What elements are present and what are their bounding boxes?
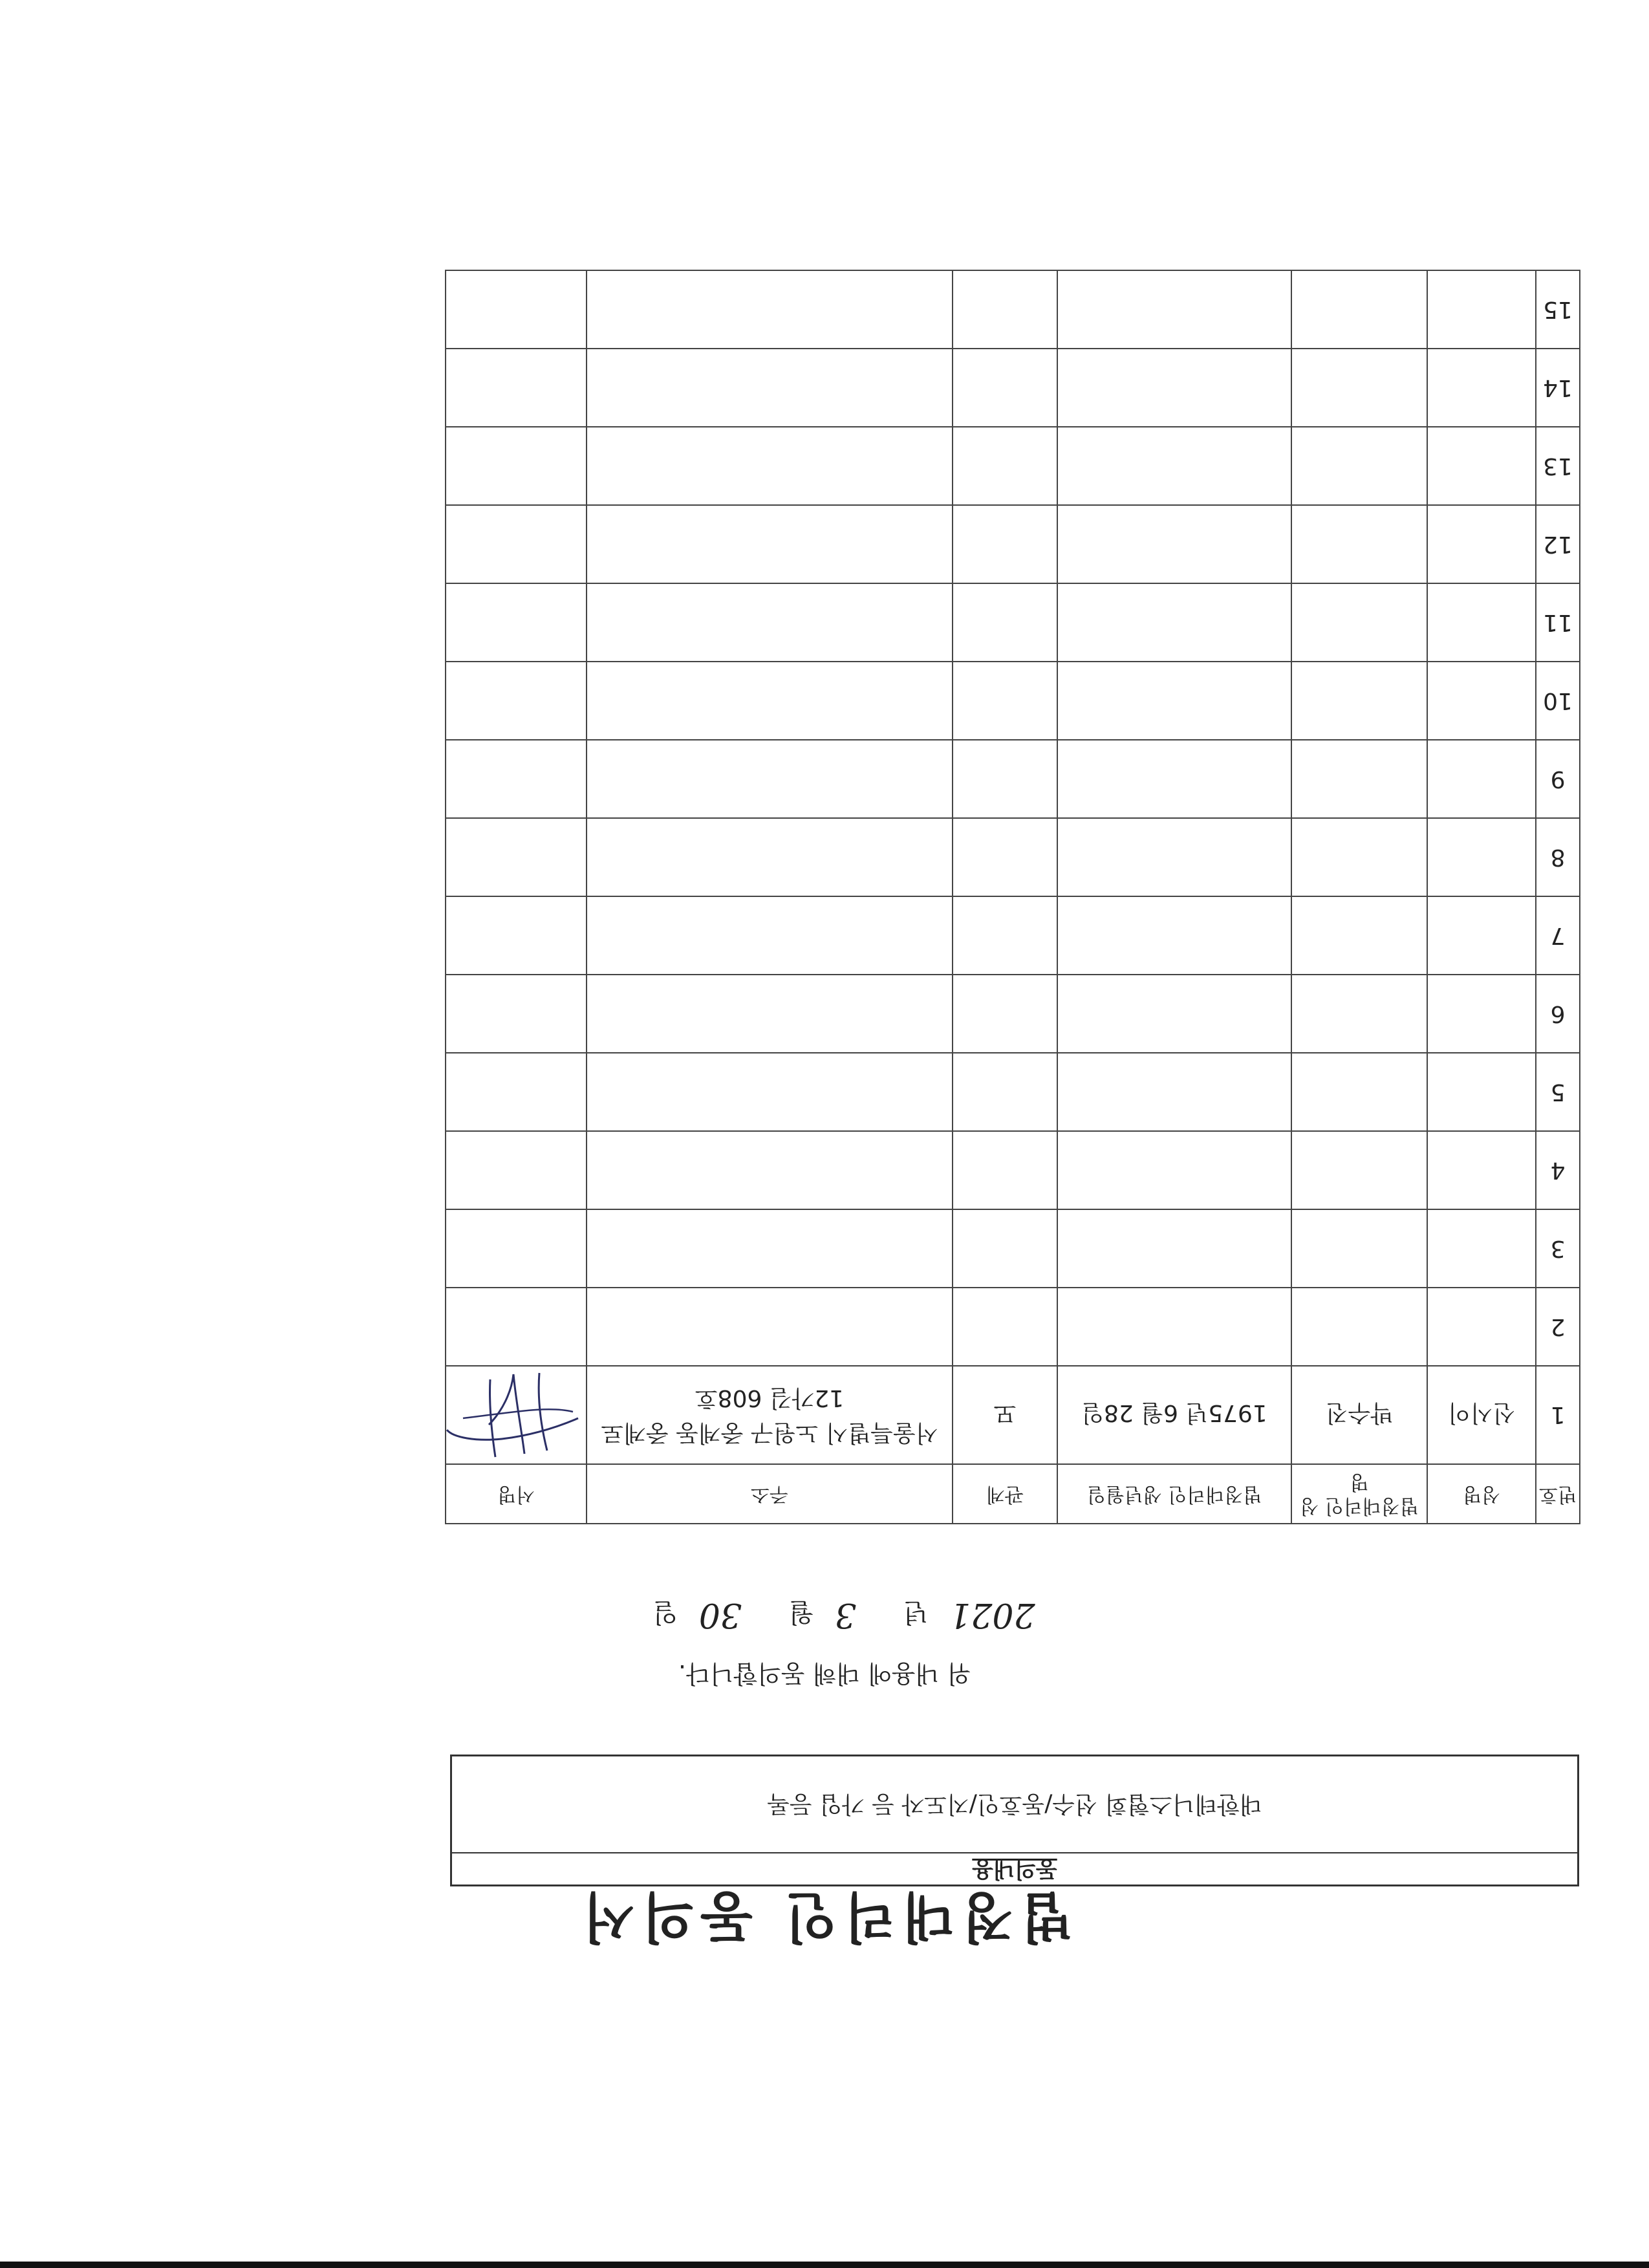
table-row: [446, 583, 1580, 662]
row-name: [1427, 583, 1536, 662]
row-signature: [446, 818, 587, 896]
row-address: [587, 427, 953, 505]
agree-statement: 위 내용에 대해 동의합니다.: [678, 1659, 971, 1688]
date-year: 2021: [949, 1595, 1035, 1634]
table-header-row: [446, 1464, 1580, 1524]
row-guardian-birth: [1057, 1209, 1291, 1288]
row-address: [587, 1131, 953, 1209]
row-signature: [446, 427, 587, 505]
row-name: [1427, 1131, 1536, 1209]
row-relation: [953, 896, 1057, 975]
row-number: 1: [1536, 1366, 1580, 1464]
row-guardian-name: [1291, 1288, 1427, 1366]
row-guardian-birth: [1057, 740, 1291, 818]
row-name: [1427, 740, 1536, 818]
date-line: [0, 1595, 1649, 1634]
row-number: 9: [1536, 740, 1580, 818]
row-address: [587, 818, 953, 896]
row-number: 4: [1536, 1131, 1580, 1209]
row-guardian-name: [1291, 740, 1427, 818]
row-name: [1427, 427, 1536, 505]
row-relation: [953, 1053, 1057, 1131]
row-name: 신시이: [1427, 1366, 1536, 1464]
header-guardian-birth: 법정대리인 생년월일: [1057, 1464, 1291, 1524]
consent-heading: [452, 1852, 1577, 1885]
table-row: [446, 349, 1580, 427]
row-guardian-name: [1291, 975, 1427, 1053]
row-relation: [953, 349, 1057, 427]
header-number: 번호: [1536, 1464, 1580, 1524]
row-address: [587, 583, 953, 662]
row-guardian-name: [1291, 349, 1427, 427]
scan-edge: [0, 2262, 1649, 2268]
consent-text: 대한테니스협회 선수/동호인/지도자 등 가입 등록: [767, 1791, 1262, 1817]
row-signature: [446, 662, 587, 740]
row-relation: [953, 427, 1057, 505]
row-signature: [446, 896, 587, 975]
date-day-unit: 일: [652, 1597, 678, 1627]
consent-box: [450, 1755, 1579, 1886]
row-guardian-birth: [1057, 505, 1291, 583]
row-guardian-birth: [1057, 975, 1291, 1053]
row-number: 11: [1536, 583, 1580, 662]
row-relation: [953, 583, 1057, 662]
row-address: [587, 662, 953, 740]
row-name: [1427, 1209, 1536, 1288]
row-relation: [953, 818, 1057, 896]
row-number: 12: [1536, 505, 1580, 583]
row-guardian-birth: [1057, 583, 1291, 662]
row-guardian-birth: [1057, 662, 1291, 740]
header-address: 주소: [587, 1464, 953, 1524]
handwritten-signature: [446, 1366, 586, 1463]
row-signature: [446, 1053, 587, 1131]
row-signature: [446, 975, 587, 1053]
row-relation: [953, 975, 1057, 1053]
row-guardian-name: 박수진: [1291, 1366, 1427, 1464]
row-name: [1427, 818, 1536, 896]
row-guardian-birth: [1057, 270, 1291, 349]
row-signature: [446, 1209, 587, 1288]
row-number: 5: [1536, 1053, 1580, 1131]
table-row: [446, 818, 1580, 896]
row-guardian-birth: [1057, 1288, 1291, 1366]
row-guardian-name: [1291, 818, 1427, 896]
row-name: [1427, 1288, 1536, 1366]
row-name: [1427, 1053, 1536, 1131]
table-row: [446, 1131, 1580, 1209]
row-guardian-name: [1291, 896, 1427, 975]
row-signature: [446, 1366, 587, 1464]
row-guardian-birth: [1057, 1131, 1291, 1209]
row-guardian-name: [1291, 583, 1427, 662]
row-relation: 모: [953, 1366, 1057, 1464]
row-relation: [953, 1288, 1057, 1366]
row-signature: [446, 505, 587, 583]
table-row: [446, 1053, 1580, 1131]
row-address: [587, 349, 953, 427]
row-guardian-name: [1291, 505, 1427, 583]
row-guardian-name: [1291, 270, 1427, 349]
table-row: [446, 975, 1580, 1053]
row-address: [587, 1288, 953, 1366]
row-signature: [446, 1288, 587, 1366]
row-number: 3: [1536, 1209, 1580, 1288]
row-name: [1427, 270, 1536, 349]
row-guardian-name: [1291, 1053, 1427, 1131]
row-number: 13: [1536, 427, 1580, 505]
row-address: [587, 975, 953, 1053]
row-address: [587, 1209, 953, 1288]
date-month-unit: 월: [788, 1597, 814, 1627]
row-relation: [953, 662, 1057, 740]
row-signature: [446, 349, 587, 427]
table-row: [446, 1209, 1580, 1288]
row-guardian-birth: [1057, 896, 1291, 975]
row-relation: [953, 270, 1057, 349]
row-address: [587, 270, 953, 349]
row-signature: [446, 1131, 587, 1209]
table-row: [446, 740, 1580, 818]
date-day: 30: [698, 1595, 742, 1634]
row-address: [587, 505, 953, 583]
row-name: [1427, 975, 1536, 1053]
table-row: [446, 505, 1580, 583]
row-relation: [953, 505, 1057, 583]
row-signature: [446, 270, 587, 349]
row-number: 8: [1536, 818, 1580, 896]
row-name: [1427, 896, 1536, 975]
row-guardian-birth: [1057, 427, 1291, 505]
guardian-table: [445, 270, 1580, 1524]
row-relation: [953, 740, 1057, 818]
row-number: 7: [1536, 896, 1580, 975]
date-month: 3: [835, 1595, 857, 1634]
document-title: 법정대리인 동의서: [576, 1885, 1073, 1949]
row-guardian-name: [1291, 427, 1427, 505]
row-guardian-name: [1291, 1131, 1427, 1209]
row-guardian-birth: 1975년 6월 28일: [1057, 1366, 1291, 1464]
row-address: [587, 740, 953, 818]
row-address: [587, 896, 953, 975]
row-relation: [953, 1209, 1057, 1288]
table-row: [446, 662, 1580, 740]
row-name: [1427, 349, 1536, 427]
table-row: [446, 427, 1580, 505]
row-address: 서울특별시 노원구 중계동 중계로12가길 608호: [587, 1366, 953, 1464]
row-guardian-name: [1291, 1209, 1427, 1288]
header-relation: 관계: [953, 1464, 1057, 1524]
header-signature: 서명: [446, 1464, 587, 1524]
row-guardian-birth: [1057, 818, 1291, 896]
row-guardian-birth: [1057, 1053, 1291, 1131]
row-name: [1427, 505, 1536, 583]
row-name: [1427, 662, 1536, 740]
row-number: 14: [1536, 349, 1580, 427]
date-year-unit: 년: [903, 1597, 929, 1627]
row-signature: [446, 583, 587, 662]
row-number: 2: [1536, 1288, 1580, 1366]
row-signature: [446, 740, 587, 818]
table-row: [446, 1366, 1580, 1464]
header-name: 성명: [1427, 1464, 1536, 1524]
consent-heading-text: 동의내용: [972, 1856, 1057, 1882]
table-row: [446, 270, 1580, 349]
table-row: [446, 896, 1580, 975]
row-guardian-birth: [1057, 349, 1291, 427]
row-number: 6: [1536, 975, 1580, 1053]
row-relation: [953, 1131, 1057, 1209]
row-number: 10: [1536, 662, 1580, 740]
row-guardian-name: [1291, 662, 1427, 740]
table-row: [446, 1288, 1580, 1366]
header-guardian-name: 법정대리인 성명: [1291, 1464, 1427, 1524]
row-address: [587, 1053, 953, 1131]
row-number: 15: [1536, 270, 1580, 349]
